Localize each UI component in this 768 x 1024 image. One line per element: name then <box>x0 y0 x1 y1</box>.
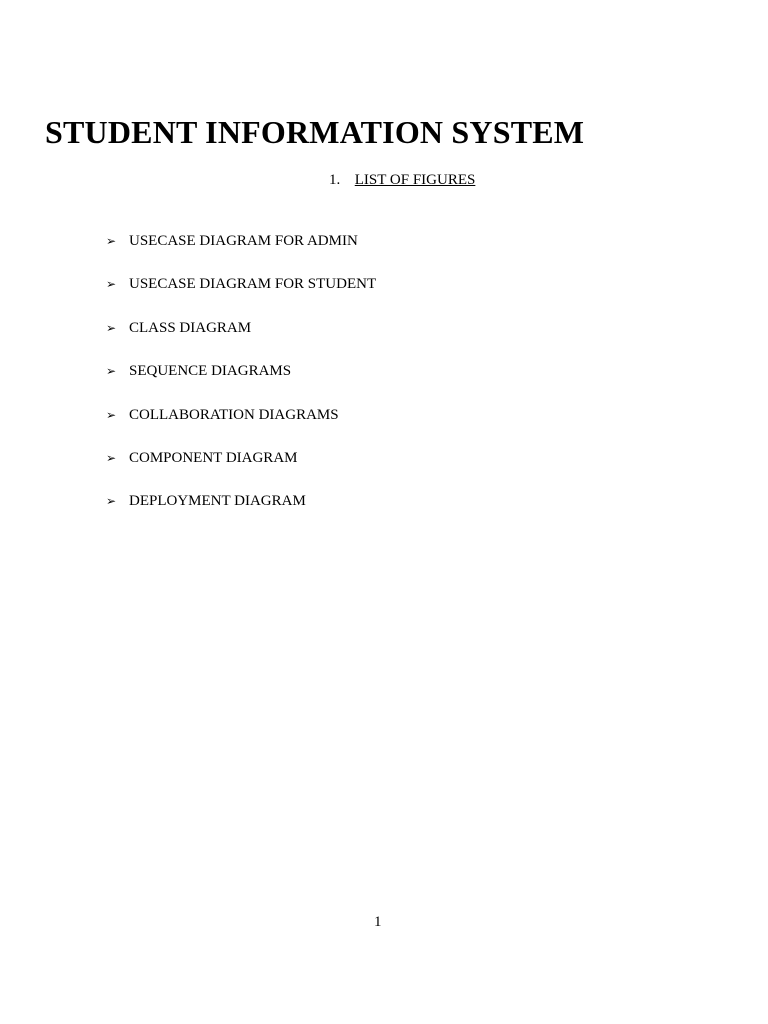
figure-list-item <box>106 231 376 274</box>
figure-item-label: SEQUENCE DIAGRAMS <box>129 363 292 380</box>
figure-item-label: DEPLOYMENT DIAGRAM <box>129 493 306 510</box>
figure-list-item <box>106 318 376 361</box>
figure-list-item <box>106 491 376 534</box>
arrowhead-bullet-icon: ➢ <box>106 494 117 509</box>
arrowhead-bullet-icon: ➢ <box>106 320 117 335</box>
figure-list-item <box>106 405 376 448</box>
figure-list <box>106 231 376 535</box>
arrowhead-bullet-icon: ➢ <box>106 234 117 248</box>
figure-item-label: COLLABORATION DIAGRAMS <box>129 406 339 423</box>
figure-item-label: USECASE DIAGRAM FOR STUDENT <box>129 276 377 293</box>
figure-list-item <box>106 361 376 404</box>
figure-item-label: CLASS DIAGRAM <box>129 319 252 336</box>
figure-item-label: USECASE DIAGRAM FOR ADMIN <box>129 233 358 249</box>
page-number: 1 <box>374 914 382 930</box>
figure-list-item <box>106 274 376 317</box>
arrowhead-bullet-icon: ➢ <box>106 407 117 422</box>
figure-list-item <box>106 448 376 491</box>
section-number: 1. <box>329 172 341 188</box>
arrowhead-bullet-icon: ➢ <box>106 364 117 379</box>
figure-item-label: COMPONENT DIAGRAM <box>129 449 298 466</box>
arrowhead-bullet-icon: ➢ <box>106 450 117 465</box>
document-title: STUDENT INFORMATION SYSTEM <box>45 114 585 150</box>
arrowhead-bullet-icon: ➢ <box>106 277 117 292</box>
section-label: LIST OF FIGURES <box>354 172 476 188</box>
section-heading <box>329 172 475 189</box>
